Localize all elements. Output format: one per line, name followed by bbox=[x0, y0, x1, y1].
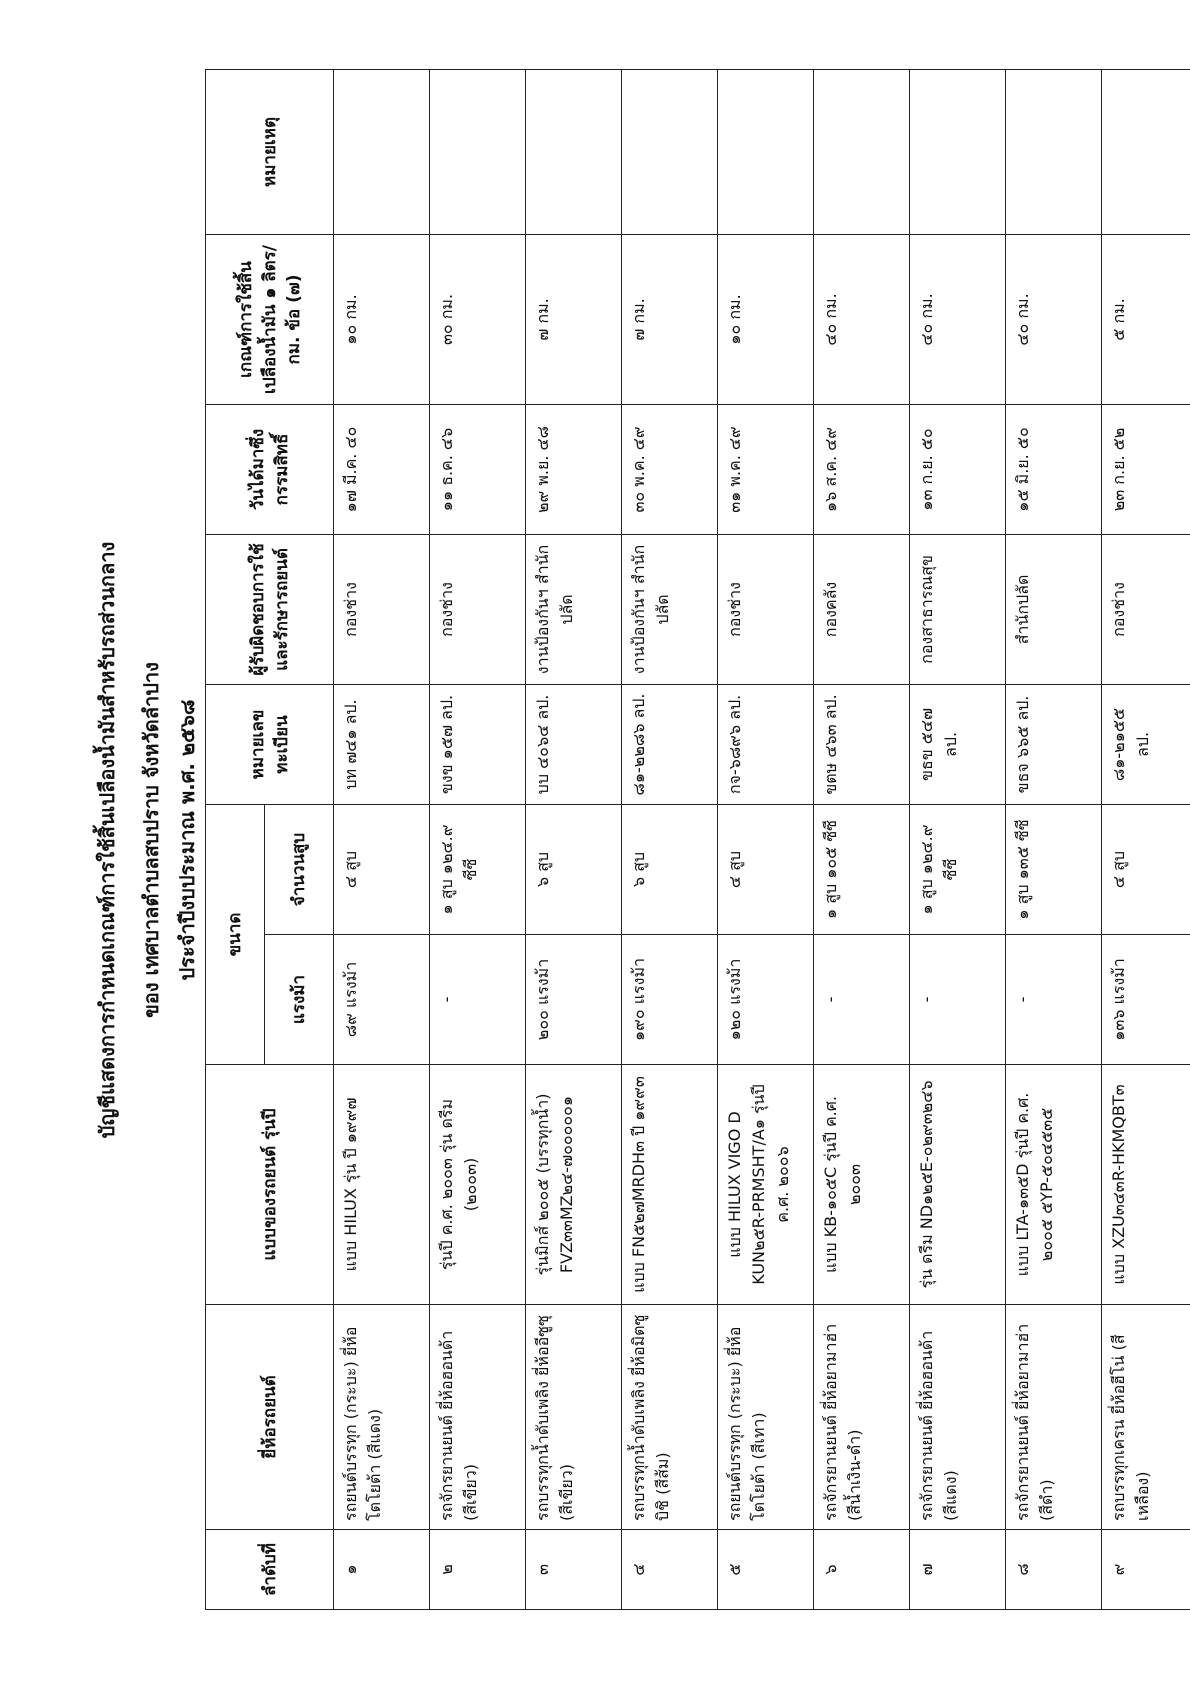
cell-cylinders: ๑ สูบ ๑๓๕ ซีซี bbox=[1006, 804, 1102, 934]
cell-no: ๗ bbox=[910, 1530, 1006, 1610]
header-horsepower: แรงม้า bbox=[265, 935, 334, 1065]
table-row bbox=[1006, 69, 1102, 1609]
cell-brand: รถยนต์บรรทุก (กระบะ) ยี่ห้อโตโยต้า (สีเทา) bbox=[718, 1305, 814, 1530]
cell-remarks bbox=[1102, 69, 1190, 234]
cell-model: แบบ XZU๓๔๓R-HKMQBT๓ bbox=[1102, 1065, 1190, 1305]
table-row bbox=[430, 69, 526, 1609]
cell-acquired: ๒๙ พ.ย. ๔๘ bbox=[526, 404, 622, 534]
cell-no: ๖ bbox=[814, 1530, 910, 1610]
cell-responsible: กองสาธารณสุข bbox=[910, 534, 1006, 684]
table-row bbox=[334, 69, 430, 1609]
cell-criteria: ๑๐ กม. bbox=[718, 234, 814, 404]
header-plate: หมายเลขทะเบียน bbox=[206, 684, 334, 804]
cell-cylinders: ๑ สูบ ๑๐๕ ซีซี bbox=[814, 804, 910, 934]
cell-no: ๕ bbox=[718, 1530, 814, 1610]
cell-brand: รถจักรยานยนต์ ยี่ห้อยามาฮ่า (สีน้ำเงิน-ดำ) bbox=[814, 1305, 910, 1530]
cell-remarks bbox=[526, 69, 622, 234]
table-header-row bbox=[206, 69, 265, 1609]
cell-responsible: สำนักปลัด bbox=[1006, 534, 1102, 684]
cell-cylinders: ๔ สูบ bbox=[334, 804, 430, 934]
cell-brand: รถจักรยานยนต์ ยี่ห้อยามาฮ่า (สีดำ) bbox=[1006, 1305, 1102, 1530]
cell-plate: บท ๗๔๑ ลป. bbox=[334, 684, 430, 804]
cell-no: ๙ bbox=[1102, 1530, 1190, 1610]
table-row bbox=[910, 69, 1006, 1609]
cell-acquired: ๑๖ ส.ค. ๔๙ bbox=[814, 404, 910, 534]
cell-plate: ๘๑-๒๒๘๖ ลป. bbox=[622, 684, 718, 804]
cell-cylinders: ๔ สูบ bbox=[718, 804, 814, 934]
header-responsible: ผู้รับผิดชอบการใช้และรักษารถยนต์ bbox=[206, 534, 334, 684]
document-subtitle-org: ของ เทศบาลตำบลสบปราบ จังหวัดลำปาง bbox=[139, 662, 163, 1018]
cell-plate: กจ-๖๘๙๖ ลป. bbox=[718, 684, 814, 804]
cell-acquired: ๑๓ ก.ย. ๕๐ bbox=[910, 404, 1006, 534]
rotated-content bbox=[95, 60, 1152, 1620]
cell-brand: รถบรรทุกน้ำดับเพลิง ยี่ห้ออีซูซุ (สีเขียว) bbox=[526, 1305, 622, 1530]
cell-horsepower: - bbox=[430, 935, 526, 1065]
cell-model: รุ่นปี ค.ศ. ๒๐๐๓ รุ่น ดรีม (๒๐๐๓) bbox=[430, 1065, 526, 1305]
cell-remarks bbox=[622, 69, 718, 234]
table-row bbox=[718, 69, 814, 1609]
cell-model: รุ่นมิกส์ ๒๐๐๕ (บรรทุกน้ำ) FVZ๓๓MZ๒๔-๗๐๐๐๐๐๑ bbox=[526, 1065, 622, 1305]
cell-brand: รถจักรยานยนต์ ยี่ห้อฮอนด้า (สีแดง) bbox=[910, 1305, 1006, 1530]
cell-brand: รถบรรทุกน้ำดับเพลิง ยี่ห้อมิตซูบิชิ (สีส้ม) bbox=[622, 1305, 718, 1530]
cell-no: ๘ bbox=[1006, 1530, 1102, 1610]
cell-plate: ๘๑-๒๑๕๕ ลป. bbox=[1102, 684, 1190, 804]
cell-cylinders: ๑ สูบ ๑๒๔.๙ ซีซี bbox=[430, 804, 526, 934]
cell-model: รุ่น ดรีม ND๑๒๕E-๐๒๙๓๒๔๖ bbox=[910, 1065, 1006, 1305]
cell-no: ๔ bbox=[622, 1530, 718, 1610]
cell-horsepower: ๒๐๐ แรงม้า bbox=[526, 935, 622, 1065]
cell-remarks bbox=[430, 69, 526, 234]
cell-plate: บบ ๔๐๖๔ ลป. bbox=[526, 684, 622, 804]
table-row bbox=[1102, 69, 1190, 1609]
cell-model: แบบ KB-๑๐๕C รุ่นปี ค.ศ. ๒๐๐๓ bbox=[814, 1065, 910, 1305]
header-acquired: วันได้มาซึ่งกรรมสิทธิ์ bbox=[206, 404, 334, 534]
table-row bbox=[622, 69, 718, 1609]
cell-responsible: กองช่าง bbox=[1102, 534, 1190, 684]
cell-no: ๑ bbox=[334, 1530, 430, 1610]
cell-criteria: ๗ กม. bbox=[622, 234, 718, 404]
cell-model: แบบ FN๕๒๗MRDH๓ ปี ๑๙๙๓ bbox=[622, 1065, 718, 1305]
header-size: ขนาด bbox=[206, 804, 265, 1064]
cell-model: แบบ LTA-๑๓๕D รุ่นปี ค.ศ. ๒๐๐๕ ๕YP-๕๐๔๕๓๕ bbox=[1006, 1065, 1102, 1305]
cell-horsepower: - bbox=[910, 935, 1006, 1065]
header-remarks: หมายเหตุ bbox=[206, 69, 334, 234]
cell-criteria: ๑๐ กม. bbox=[334, 234, 430, 404]
cell-cylinders: ๔ สูบ bbox=[1102, 804, 1190, 934]
cell-criteria: ๗ กม. bbox=[526, 234, 622, 404]
cell-cylinders: ๑ สูบ ๑๒๔.๙ ซีซี bbox=[910, 804, 1006, 934]
cell-brand: รถยนต์บรรทุก (กระบะ) ยี่ห้อโตโยต้า (สีแดง) bbox=[334, 1305, 430, 1530]
cell-horsepower: ๑๙๐ แรงม้า bbox=[622, 935, 718, 1065]
header-model: แบบของรถยนต์ รุ่นปี bbox=[206, 1065, 334, 1305]
cell-plate: ขธข ๕๔๗ ลป. bbox=[910, 684, 1006, 804]
cell-acquired: ๒๓ ก.ย. ๕๒ bbox=[1102, 404, 1190, 534]
cell-criteria: ๔๐ กม. bbox=[1006, 234, 1102, 404]
header-brand: ยี่ห้อรถยนต์ bbox=[206, 1305, 334, 1530]
cell-plate: ขงข ๑๕๗ ลป. bbox=[430, 684, 526, 804]
cell-criteria: ๔๐ กม. bbox=[910, 234, 1006, 404]
vehicle-fuel-table bbox=[205, 69, 1190, 1610]
cell-remarks bbox=[1006, 69, 1102, 234]
header-cylinders: จำนวนสูบ bbox=[265, 804, 334, 934]
cell-criteria: ๓๐ กม. bbox=[430, 234, 526, 404]
cell-model: แบบ HILUX VIGO D KUN๒๕R-PRMSHT/A๑ รุ่นปี ค.ศ. ๒๐๐๖ bbox=[718, 1065, 814, 1305]
cell-remarks bbox=[718, 69, 814, 234]
cell-brand: รถจักรยานยนต์ ยี่ห้อฮอนด้า (สีเขียว) bbox=[430, 1305, 526, 1530]
cell-brand: รถบรรทุกเครน ยี่ห้อฮีโน่ (สีเหลือง) bbox=[1102, 1305, 1190, 1530]
cell-model: แบบ HILUX รุ่น ปี ๑๙๙๗ bbox=[334, 1065, 430, 1305]
cell-no: ๒ bbox=[430, 1530, 526, 1610]
cell-horsepower: ๑๓๖ แรงม้า bbox=[1102, 935, 1190, 1065]
header-no: ลำดับที่ bbox=[206, 1530, 334, 1610]
cell-plate: ขตษ ๔๖๓ ลป. bbox=[814, 684, 910, 804]
cell-remarks bbox=[334, 69, 430, 234]
cell-acquired: ๑๕ มิ.ย. ๕๐ bbox=[1006, 404, 1102, 534]
cell-responsible: กองคลัง bbox=[814, 534, 910, 684]
cell-acquired: ๓๐ พ.ค. ๔๙ bbox=[622, 404, 718, 534]
cell-plate: ขธจ ๖๖๕ ลป. bbox=[1006, 684, 1102, 804]
cell-responsible: งานป้องกันฯ สำนักปลัด bbox=[622, 534, 718, 684]
document-title: บัญชีแสดงการกำหนดเกณฑ์การใช้สิ้นเปลืองน้ำมันสำหรับรถส่วนกลาง bbox=[95, 541, 119, 1139]
cell-cylinders: ๖ สูบ bbox=[622, 804, 718, 934]
cell-acquired: ๑๗ มี.ค. ๔๐ bbox=[334, 404, 430, 534]
cell-remarks bbox=[910, 69, 1006, 234]
cell-responsible: กองช่าง bbox=[430, 534, 526, 684]
table-row bbox=[814, 69, 910, 1609]
cell-cylinders: ๖ สูบ bbox=[526, 804, 622, 934]
cell-responsible: งานป้องกันฯ สำนักปลัด bbox=[526, 534, 622, 684]
cell-responsible: กองช่าง bbox=[334, 534, 430, 684]
cell-criteria: ๔๐ กม. bbox=[814, 234, 910, 404]
document-subtitle-year: ประจำปีงบประมาณ พ.ศ. ๒๕๖๘ bbox=[175, 699, 199, 981]
cell-acquired: ๓๑ พ.ค. ๔๙ bbox=[718, 404, 814, 534]
cell-remarks bbox=[814, 69, 910, 234]
cell-no: ๓ bbox=[526, 1530, 622, 1610]
cell-criteria: ๕ กม. bbox=[1102, 234, 1190, 404]
cell-acquired: ๑๑ ธ.ค. ๔๖ bbox=[430, 404, 526, 534]
table-row bbox=[526, 69, 622, 1609]
cell-horsepower: ๘๙ แรงม้า bbox=[334, 935, 430, 1065]
cell-horsepower: ๑๒๐ แรงม้า bbox=[718, 935, 814, 1065]
header-criteria: เกณฑ์การใช้สิ้นเปลืองน้ำมัน ๑ ลิตร/กม. ข้อ (๗) bbox=[206, 234, 334, 404]
cell-responsible: กองช่าง bbox=[718, 534, 814, 684]
cell-horsepower: - bbox=[814, 935, 910, 1065]
cell-horsepower: - bbox=[1006, 935, 1102, 1065]
